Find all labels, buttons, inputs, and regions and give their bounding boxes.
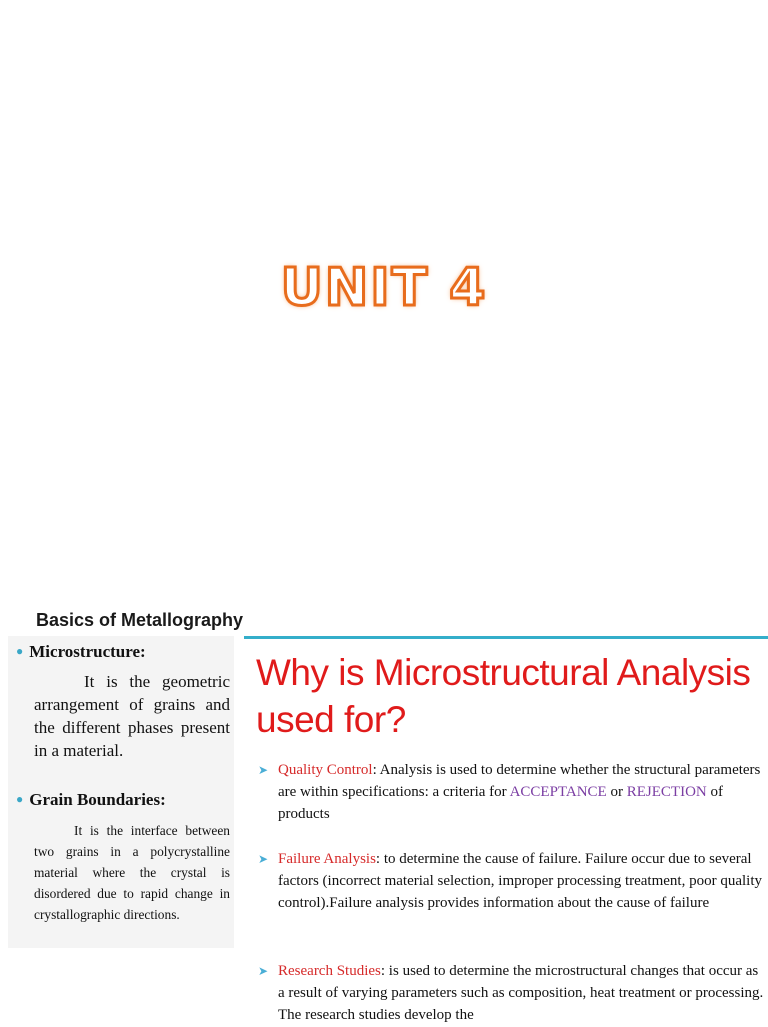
rejection-term: REJECTION <box>626 784 707 800</box>
failure-analysis-bullet: ➤ Failure Analysis: to determine the cause of failure. Failure occur due to several factors (incorrect material selection, improper processing treatment, poor quality control).Failure analysis provides information about the cause of failure <box>254 848 766 914</box>
bullet-dot-icon: ● <box>16 792 24 806</box>
quality-control-label: Quality Control <box>278 762 373 778</box>
arrow-bullet-icon: ➤ <box>258 964 269 978</box>
research-studies-bullet: ➤ Research Studies: is used to determine the microstructural changes that occur as a result of varying parameters such as composition, heat treatment or processing. The research studies develop the <box>254 960 766 1026</box>
content-slide <box>0 576 768 1024</box>
definitions-panel <box>8 636 234 948</box>
analysis-title: Why is Microstructural Analysis used for? <box>256 652 751 740</box>
analysis-panel <box>244 636 768 1027</box>
unit-title: UNIT 4 <box>280 258 488 318</box>
arrow-bullet-icon: ➤ <box>258 852 269 866</box>
grain-boundaries-definition: It is the interface between two grains in a polycrystalline material where the crystal is disordered due to rapid change in crystallographic directions. <box>34 823 230 922</box>
quality-control-bullet: ➤ Quality Control: Analysis is used to determine whether the structural parameters are within specifications: a criteria for ACCEPTANCE or REJECTION of products <box>254 759 766 825</box>
section-title: Basics of Metallography <box>36 610 244 630</box>
bullet-dot-icon: ● <box>16 644 24 658</box>
grain-boundaries-heading: ● Grain Boundaries: <box>16 790 166 809</box>
failure-analysis-label: Failure Analysis <box>278 851 376 867</box>
microstructure-definition: It is the geometric arrangement of grains and the different phases present in a material. <box>34 672 230 760</box>
acceptance-term: ACCEPTANCE <box>509 784 607 800</box>
microstructure-heading: ● Microstructure: <box>16 642 146 661</box>
arrow-bullet-icon: ➤ <box>258 763 269 777</box>
research-studies-label: Research Studies <box>278 963 381 979</box>
